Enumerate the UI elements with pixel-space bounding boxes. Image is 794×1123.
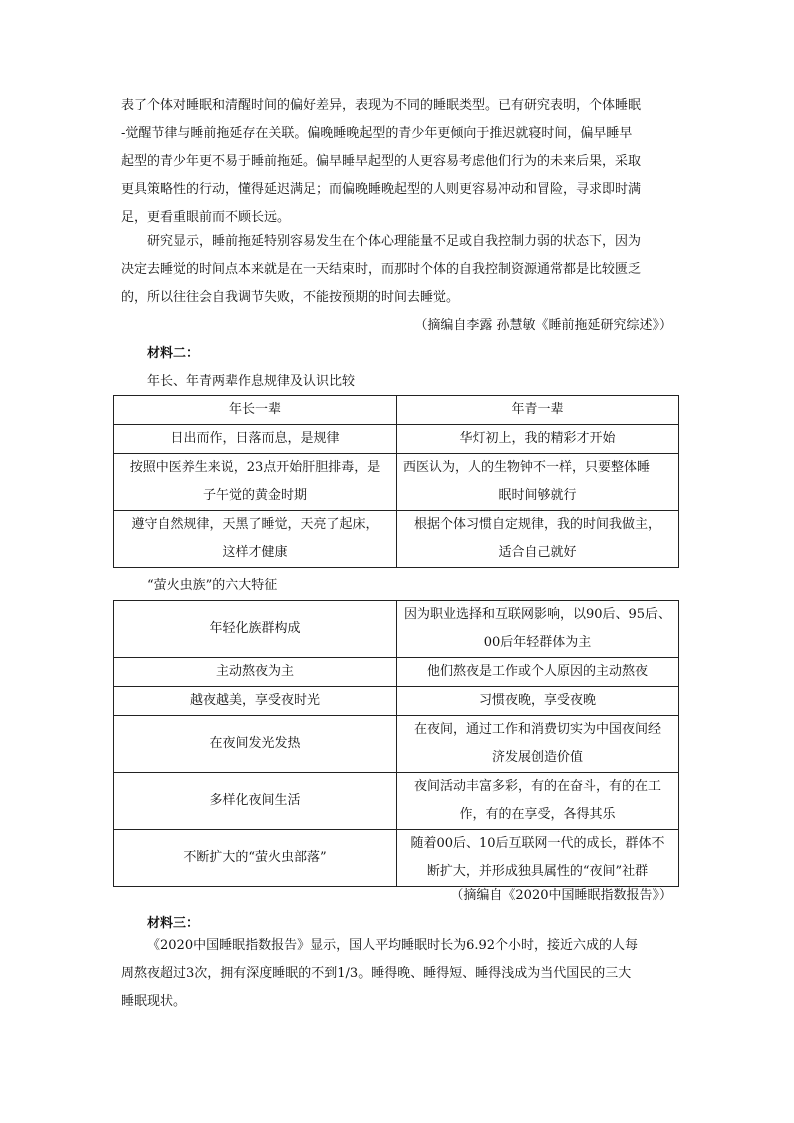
source-citation-1: （摘编自李露 孙慧敏《睡前拖延研究综述》）: [414, 318, 672, 333]
table-cell: [397, 773, 679, 830]
cell-text: 随着00后、10后互联网一代的成长，群体不: [410, 836, 665, 851]
cell-text: 这样才健康: [222, 545, 288, 560]
research-paragraph: [121, 228, 673, 312]
table-cell: [397, 511, 679, 568]
table-2-caption: “萤火虫族”的六大特征: [147, 578, 278, 593]
table-cell: [397, 601, 679, 658]
cell-text: 断扩大，并形成独具属性的“夜间”社群: [426, 864, 649, 879]
text-line: 决定去睡觉的时间点本来就是在一天结束时，而那时个体的自我控制资源通常都是比较匮乏: [121, 262, 642, 277]
text-line: 的，所以往往会自我调节失败，不能按预期的时间去睡觉。: [121, 290, 460, 305]
text-line: 足，更看重眼前而不顾长远。: [121, 210, 291, 225]
table-row: [114, 658, 679, 687]
cell-text: 不断扩大的“萤火虫部落”: [183, 850, 327, 865]
text-line: 表了个体对睡眠和清醒时间的偏好差异，表现为不同的睡眠类型。已有研究表明，个体睡眠: [121, 98, 642, 113]
table-cell: [397, 716, 679, 773]
cell-text: 年轻化族群构成: [209, 621, 301, 636]
table-header-row: [114, 396, 679, 425]
cell-text: 按照中医养生来说，23点开始肝胆排毒，是: [129, 460, 381, 475]
firefly-tribe-table: [113, 600, 679, 887]
cell-text: 日出而作，日落而息，是规律: [170, 431, 340, 446]
table-cell: [114, 511, 397, 568]
table-cell: [114, 425, 397, 454]
cell-text: 根据个体习惯自定规律，我的时间我做主，: [413, 517, 661, 532]
text-line: 睡眠现状。: [121, 994, 187, 1009]
table-cell: [114, 601, 397, 658]
table-cell: [397, 454, 679, 511]
table-row: [114, 454, 679, 511]
table-cell: [114, 687, 397, 716]
cell-text: 在夜间发光发热: [209, 736, 301, 751]
material-3-paragraph: [121, 932, 673, 1016]
table-header-cell: 年长一辈: [114, 396, 397, 425]
table-cell: [114, 773, 397, 830]
cell-text: 因为职业选择和互联网影响，以90后、95后、: [403, 607, 672, 622]
table-cell: [397, 425, 679, 454]
cell-text: 西医认为，人的生物钟不一样，只要整体睡: [403, 460, 651, 475]
source-citation-2: （摘编自《2020中国睡眠指数报告》）: [450, 888, 672, 903]
table-row: [114, 773, 679, 830]
table-row: [114, 716, 679, 773]
table-row: [114, 425, 679, 454]
cell-text: 多样化夜间生活: [209, 793, 301, 808]
table-cell: [397, 830, 679, 887]
table-cell: [114, 716, 397, 773]
cell-text: 00后年轻群体为主: [483, 635, 592, 650]
table-cell: [114, 454, 397, 511]
table-row: [114, 601, 679, 658]
material-3-heading: 材料三：: [147, 916, 200, 931]
cell-text: 眠时间够就行: [498, 488, 577, 503]
table-header-cell: 年青一辈: [397, 396, 679, 425]
material-2-heading: 材料二：: [147, 346, 200, 361]
generation-comparison-table: [113, 395, 679, 568]
table-row: [114, 687, 679, 716]
cell-text: 习惯夜晚，享受夜晚: [478, 693, 596, 708]
text-line: 研究显示，睡前拖延特别容易发生在个体心理能量不足或自我控制力弱的状态下，因为: [147, 234, 642, 249]
text-line: -觉醒节律与睡前拖延存在关联。偏晚睡晚起型的青少年更倾向于推迟就寝时间，偏早睡早: [121, 126, 633, 141]
cell-text: 越夜越美，享受夜时光: [189, 693, 320, 708]
cell-text: 子午觉的黄金时期: [202, 488, 307, 503]
cell-text: 作，有的在享受，各得其乐: [459, 807, 616, 822]
text-line: 《2020中国睡眠指数报告》显示，国人平均睡眠时长为6.92个小时，接近六成的人每: [147, 938, 639, 953]
table-cell: [397, 687, 679, 716]
text-line: 起型的青少年更不易于睡前拖延。偏早睡早起型的人更容易考虑他们行为的未来后果，采取: [121, 154, 642, 169]
table-cell: [114, 830, 397, 887]
intro-paragraph: [121, 92, 673, 232]
text-line: 周熬夜超过3次，拥有深度睡眠的不到1/3。睡得晚、睡得短、睡得浅成为当代国民的三大: [121, 966, 632, 981]
table-cell: [114, 658, 397, 687]
cell-text: 他们熬夜是工作或个人原因的主动熬夜: [426, 664, 648, 679]
cell-text: 遵守自然规律，天黑了睡觉，天亮了起床，: [131, 517, 379, 532]
cell-text: 在夜间，通过工作和消费切实为中国夜间经: [413, 722, 661, 737]
cell-text: 夜间活动丰富多彩，有的在奋斗，有的在工: [413, 779, 661, 794]
cell-text: 济发展创造价值: [491, 750, 583, 765]
table-1-caption: 年长、年青两辈作息规律及认识比较: [147, 374, 356, 389]
table-cell: [397, 658, 679, 687]
cell-text: 适合自己就好: [498, 545, 577, 560]
cell-text: 华灯初上，我的精彩才开始: [459, 431, 616, 446]
table-row: [114, 830, 679, 887]
text-line: 更具策略性的行动，懂得延迟满足；而偏晚睡晚起型的人则更容易冲动和冒险，寻求即时满: [121, 182, 642, 197]
cell-text: 主动熬夜为主: [215, 664, 294, 679]
table-row: [114, 511, 679, 568]
